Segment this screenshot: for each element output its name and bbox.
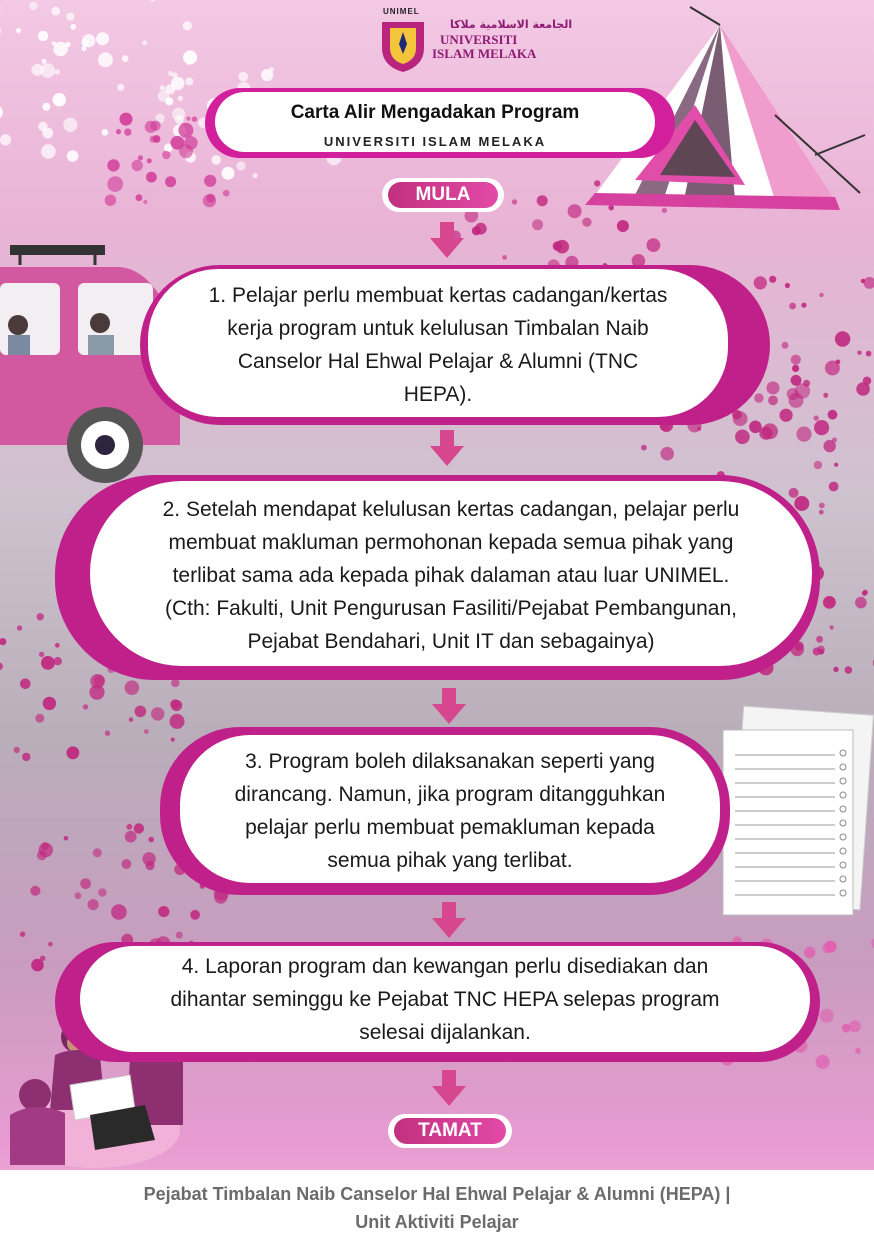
step-2-line-2: membuat makluman permohonan kepada semua pihak yang xyxy=(168,531,734,554)
arrow-down-icon xyxy=(430,430,464,466)
step-1-line-4: HEPA). xyxy=(403,383,473,406)
step-3-line-2: dirancang. Namun, jika program ditangguhkan xyxy=(234,783,666,806)
step-2-line-1: 2. Setelah mendapat kelulusan kertas cadangan, pelajar perlu xyxy=(162,498,740,521)
footer xyxy=(0,1180,874,1236)
logo-abbreviation: UNIMEL xyxy=(383,7,420,16)
step-4-line-3: selesai dijalankan. xyxy=(359,1021,531,1044)
logo-name-line2: ISLAM MELAKA xyxy=(432,46,537,61)
footer-line-2: Unit Aktiviti Pelajar xyxy=(355,1212,519,1232)
step-3-line-3: pelajar perlu membuat pemakluman kepada xyxy=(245,816,655,839)
page-subtitle: UNIVERSITI ISLAM MELAKA xyxy=(323,134,547,149)
arrow-down-icon xyxy=(432,688,466,724)
step-4-line-2: dihantar seminggu ke Pejabat TNC HEPA selepas program xyxy=(170,988,720,1011)
step-1-line-3: Canselor Hal Ehwal Pelajar & Alumni (TNC xyxy=(237,350,639,373)
checklist-paper-illustration xyxy=(715,705,874,920)
step-4-line-1: 4. Laporan program dan kewangan perlu disediakan dan xyxy=(181,955,709,978)
logo-name-line1: UNIVERSITI xyxy=(440,32,518,47)
end-pill xyxy=(388,1114,512,1148)
title-banner xyxy=(205,88,675,158)
step-2-line-4: (Cth: Fakulti, Unit Pengurusan Fasiliti/Pejabat Pembangunan, xyxy=(165,597,737,620)
arrow-down-icon xyxy=(432,1070,466,1106)
start-label: MULA xyxy=(388,182,498,208)
footer-line-1: Pejabat Timbalan Naib Canselor Hal Ehwal Pelajar & Alumni (HEPA) | xyxy=(143,1184,731,1204)
end-label: TAMAT xyxy=(394,1118,506,1144)
arrow-down-icon xyxy=(430,222,464,258)
step-3-line-4: semua pihak yang terlibat. xyxy=(327,849,573,872)
step-1 xyxy=(140,265,770,425)
arrow-down-icon xyxy=(432,902,466,938)
page-title: Carta Alir Mengadakan Program xyxy=(290,102,580,123)
step-2-line-5: Pejabat Bendahari, Unit IT dan sebagainya) xyxy=(247,630,655,653)
step-3 xyxy=(160,727,730,895)
step-2-line-3: terlibat sama ada kepada pihak dalaman atau luar UNIMEL. xyxy=(172,564,730,587)
step-1-line-1: 1. Pelajar perlu membuat kertas cadangan/kertas xyxy=(208,284,668,307)
step-2 xyxy=(55,475,820,680)
step-1-line-2: kerja program untuk kelulusan Timbalan Naib xyxy=(227,317,649,340)
start-pill xyxy=(382,178,504,212)
step-3-line-1: 3. Program boleh dilaksanakan seperti yang xyxy=(245,750,655,773)
logo-arabic-name: الجامعة الاسلامية ملاكا xyxy=(450,18,573,31)
step-4 xyxy=(55,942,820,1062)
